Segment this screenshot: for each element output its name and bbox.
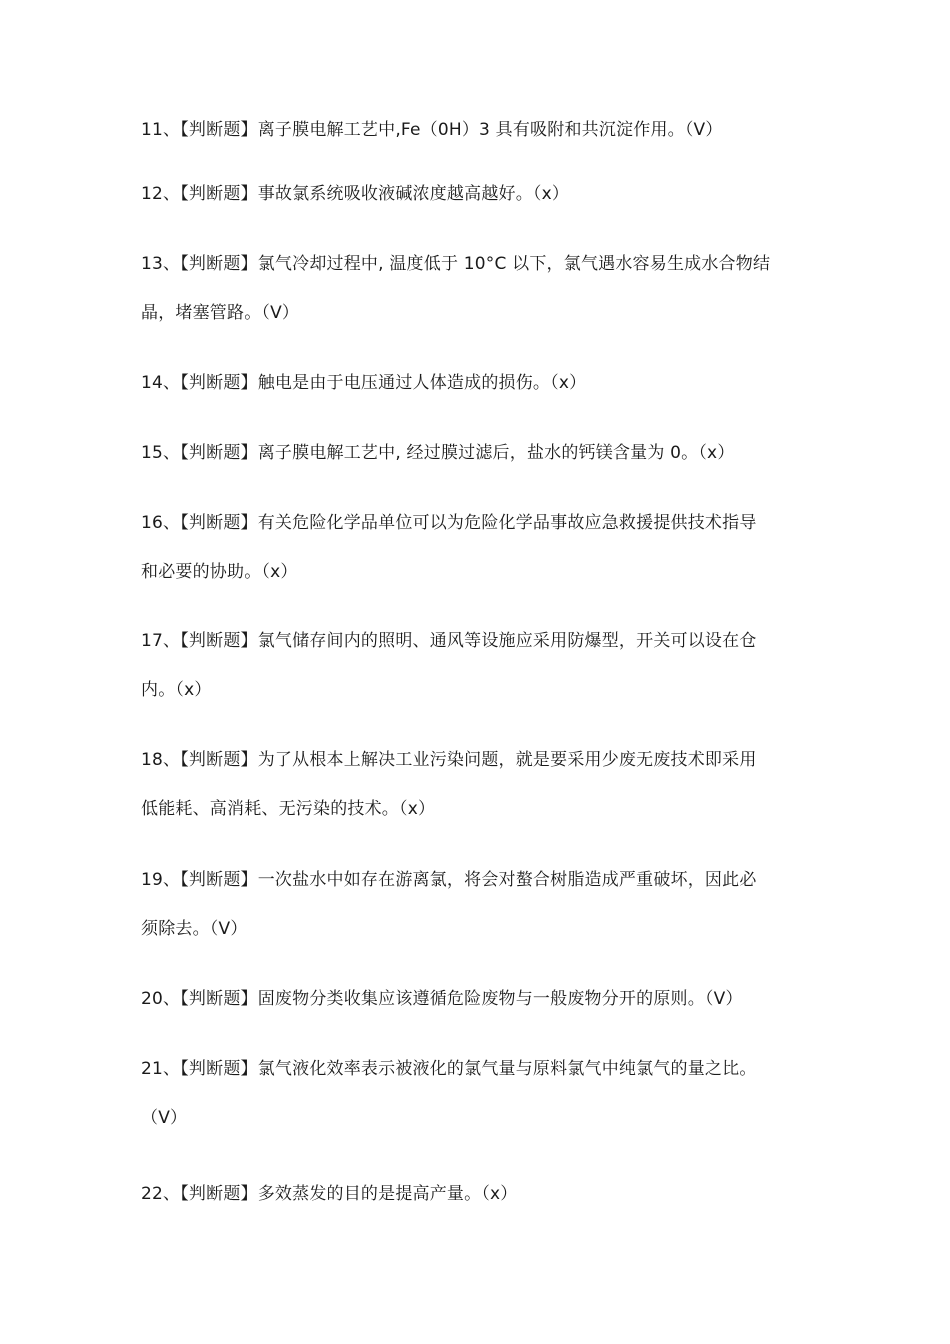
question-line: 13、【判断题】氯气冷却过程中, 温度低于 10°C 以下，氯气遇水容易生成水合物结	[141, 254, 771, 274]
question-18	[141, 736, 813, 834]
question-line: 16、【判断题】有关危险化学品单位可以为危险化学品事故应急救援提供技术指导	[141, 513, 757, 533]
question-15	[141, 429, 813, 478]
question-19	[141, 856, 813, 954]
question-14	[141, 359, 813, 408]
question-line: 14、【判断题】触电是由于电压通过人体造成的损伤。（x）	[141, 373, 587, 393]
question-line: 晶，堵塞管路。（V）	[141, 303, 300, 323]
question-line: 17、【判断题】氯气储存间内的照明、通风等设施应采用防爆型，开关可以设在仓	[141, 631, 757, 651]
question-22	[141, 1170, 813, 1219]
question-line: 内。（x）	[141, 680, 212, 700]
question-11	[141, 106, 813, 155]
question-line: 15、【判断题】离子膜电解工艺中, 经过膜过滤后，盐水的钙镁含量为 0。（x）	[141, 443, 735, 463]
question-line: 12、【判断题】事故氯系统吸收液碱浓度越高越好。（x）	[141, 184, 570, 204]
question-line: 21、【判断题】氯气液化效率表示被液化的氯气量与原料氯气中纯氯气的量之比。	[141, 1059, 757, 1079]
question-line: （V）	[141, 1108, 188, 1128]
question-line: 22、【判断题】多效蒸发的目的是提高产量。（x）	[141, 1184, 518, 1204]
question-line: 11、【判断题】离子膜电解工艺中,Fe（0H）3 具有吸附和共沉淀作用。（V）	[141, 120, 723, 140]
question-line: 18、【判断题】为了从根本上解决工业污染问题，就是要采用少废无废技术即采用	[141, 750, 757, 770]
question-20	[141, 975, 813, 1024]
question-13	[141, 240, 813, 338]
question-line: 须除去。（V）	[141, 919, 248, 939]
question-16	[141, 499, 813, 597]
question-17	[141, 617, 813, 715]
question-line: 低能耗、高消耗、无污染的技术。（x）	[141, 799, 436, 819]
question-line: 19、【判断题】一次盐水中如存在游离氯，将会对螯合树脂造成严重破坏，因此必	[141, 870, 757, 890]
question-line: 和必要的协助。（x）	[141, 562, 298, 582]
question-line: 20、【判断题】固废物分类收集应该遵循危险废物与一般废物分开的原则。（V）	[141, 989, 743, 1009]
question-21	[141, 1045, 813, 1143]
question-12	[141, 170, 813, 219]
